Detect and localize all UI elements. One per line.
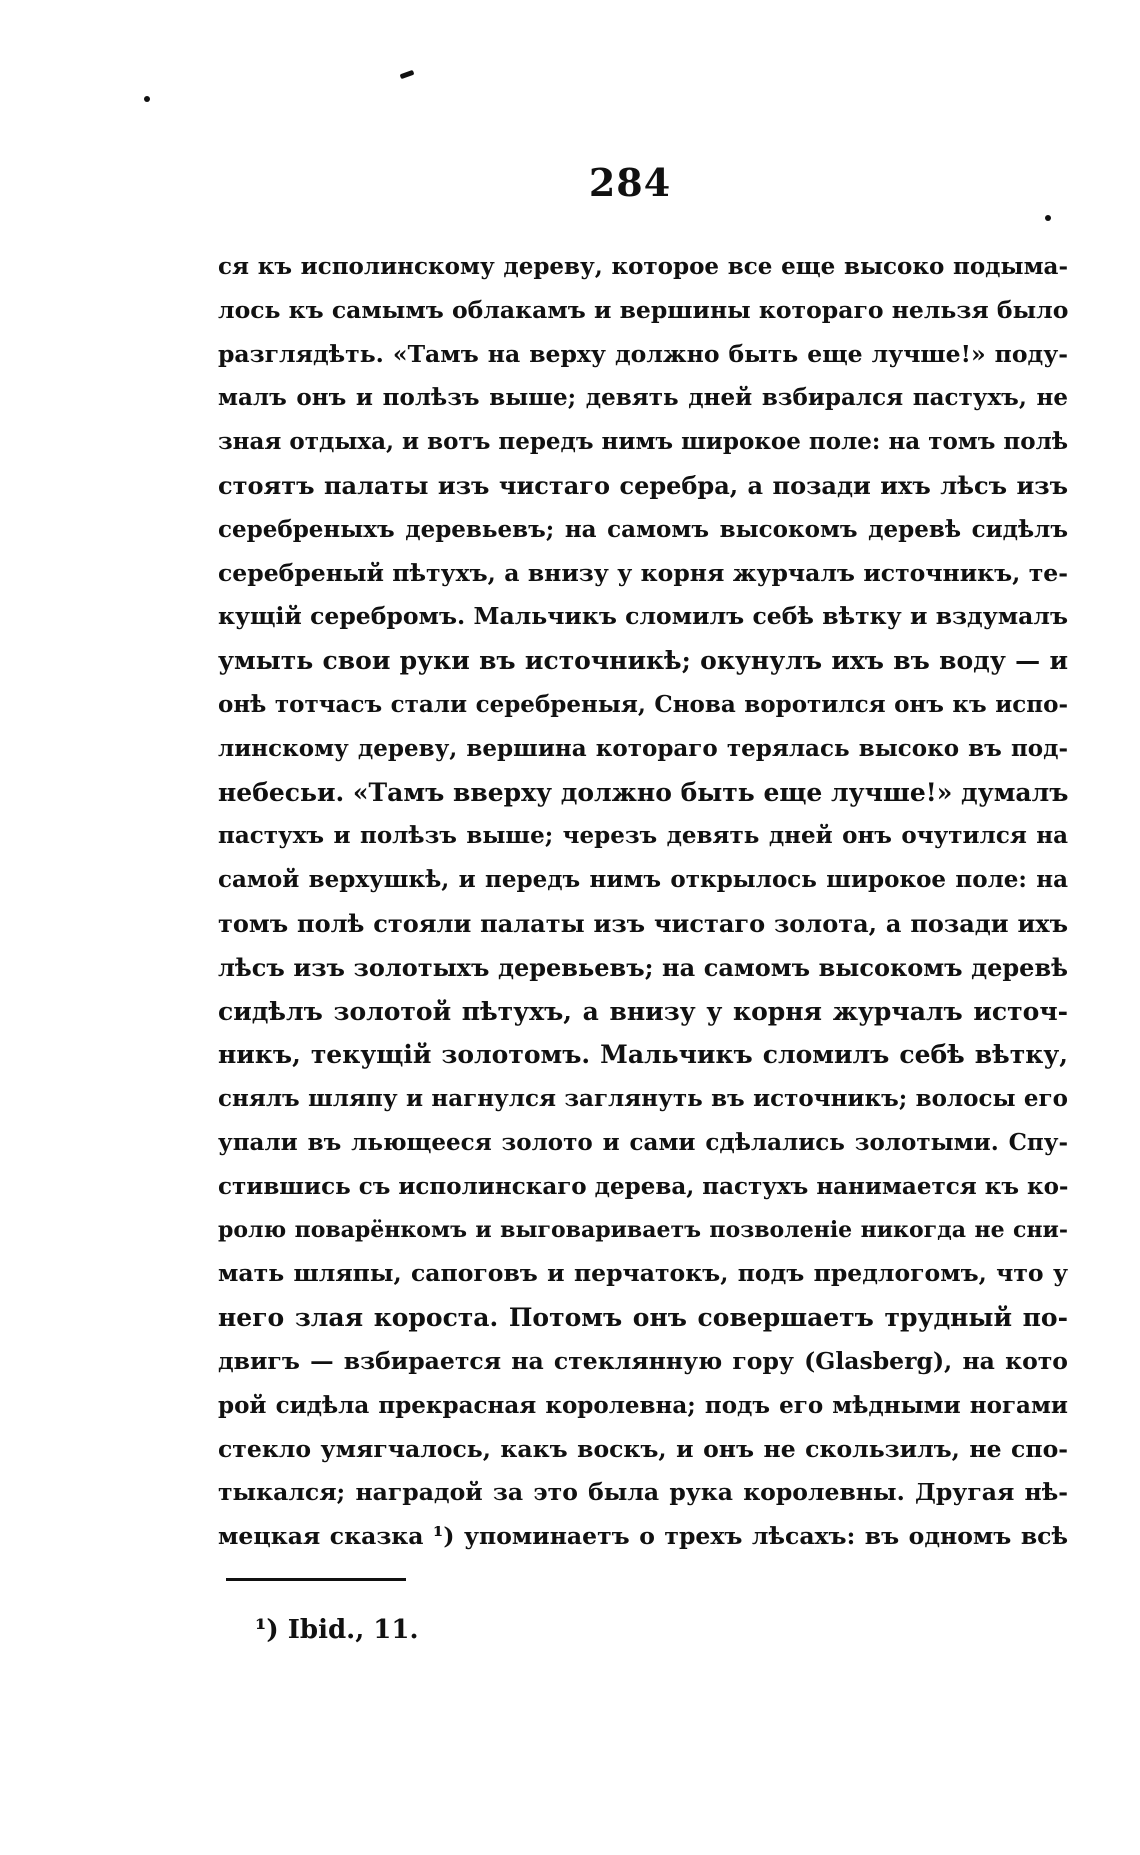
text-line: него злая короста. Потомъ онъ совершаетъ трудный по- <box>218 1303 1068 1333</box>
text-line: никъ, текущій золотомъ. Мальчикъ сломилъ себѣ вѣтку, <box>218 1040 1068 1070</box>
text-line: лось къ самымъ облакамъ и вершины котораго нельзя было <box>218 295 1068 324</box>
text-line: серебреный пѣтухъ, а внизу у корня журчалъ источникъ, те- <box>218 558 1068 587</box>
text-line: упали въ льющееся золото и сами сдѣлались золотыми. Спу- <box>218 1128 1068 1156</box>
text-line: мецкая сказка ¹) упоминаетъ о трехъ лѣсахъ: въ одномъ всѣ <box>218 1522 1068 1551</box>
print-speck <box>400 70 415 79</box>
text-line: стоятъ палаты изъ чистаго серебра, а позади ихъ лѣсъ изъ <box>218 470 1068 500</box>
text-line: томъ полѣ стояли палаты изъ чистаго золота, а позади ихъ <box>218 908 1068 938</box>
text-line: небесьи. «Тамъ вверху должно быть еще лучше!» думалъ <box>218 777 1068 807</box>
text-line: малъ онъ и полѣзъ выше; девять дней взбирался пастухъ, не <box>218 384 1068 412</box>
text-line: снялъ шляпу и нагнулся заглянуть въ источникъ; волосы его <box>218 1085 1068 1113</box>
page-number: 284 <box>588 160 672 205</box>
text-line: стившись съ исполинскаго дерева, пастухъ нанимается къ ко- <box>218 1172 1068 1200</box>
text-line: тыкался; наградой за это была рука королевны. Другая нѣ- <box>218 1478 1068 1507</box>
text-line: пастухъ и полѣзъ выше; черезъ девять дней онъ очутился на <box>218 822 1068 850</box>
footnote-divider <box>226 1578 406 1581</box>
text-line: ся къ исполинскому дереву, которое все еще высоко подыма- <box>218 253 1068 280</box>
text-line: линскому дереву, вершина котораго терялась высоко въ под- <box>218 734 1068 762</box>
text-line: онѣ тотчасъ стали серебреныя, Снова воротился онъ къ испо- <box>218 690 1068 718</box>
text-line: ролю поварёнкомъ и выговариваетъ позволеніе никогда не сни- <box>218 1216 1068 1243</box>
text-line: умыть свои руки въ источникѣ; окунулъ ихъ въ воду — и <box>218 646 1068 676</box>
text-line: разглядѣть. «Тамъ на верху должно быть еще лучше!» поду- <box>218 339 1068 368</box>
text-line: кущій серебромъ. Мальчикъ сломилъ себѣ вѣтку и вздумалъ <box>218 602 1068 631</box>
text-line: самой верхушкѣ, и передъ нимъ открылось широкое поле: на <box>218 866 1068 894</box>
print-speck <box>1045 215 1051 221</box>
text-line: рой сидѣла прекрасная королевна; подъ его мѣдными ногами <box>218 1391 1068 1419</box>
body-text <box>218 245 1068 1559</box>
text-line: стекло умягчалось, какъ воскъ, и онъ не скользилъ, не спо- <box>218 1434 1068 1463</box>
text-line: серебреныхъ деревьевъ; на самомъ высокомъ деревѣ сидѣлъ <box>218 515 1068 543</box>
footnote: ¹) Ibid., 11. <box>255 1615 419 1645</box>
text-line: мать шляпы, сапоговъ и перчатокъ, подъ предлогомъ, что у <box>218 1259 1068 1288</box>
text-line: зная отдыха, и вотъ передъ нимъ широкое поле: на томъ полѣ <box>218 428 1068 456</box>
text-line: сидѣлъ золотой пѣтухъ, а внизу у корня журчалъ источ- <box>218 996 1068 1026</box>
text-line: лѣсъ изъ золотыхъ деревьевъ; на самомъ высокомъ деревѣ <box>218 952 1068 982</box>
text-line: двигъ — взбирается на стеклянную гору (Glasberg), на кото <box>218 1346 1068 1375</box>
print-speck <box>144 96 150 102</box>
